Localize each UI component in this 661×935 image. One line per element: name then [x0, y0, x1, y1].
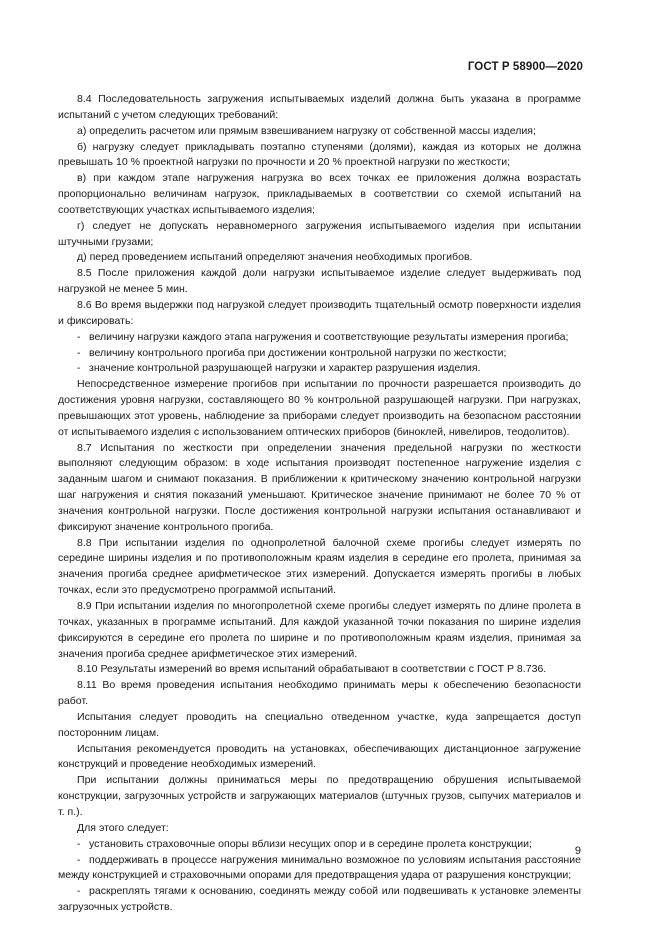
dash-marker: - [77, 837, 81, 850]
dash-item [58, 361, 581, 377]
paragraph-8-5: 8.5 После приложения каждой доли нагрузки испытываемое изделие следует выдерживать под нагрузкой не менее 5 мин. [58, 267, 581, 296]
list-item-a: а) определить расчетом или прямым взвешиванием нагрузку от собственной массы изделия; [77, 124, 536, 137]
paragraph-intro-list: Для этого следует: [77, 821, 169, 834]
dash-item [58, 884, 581, 916]
paragraph-8-10: 8.10 Результаты измерений во время испытаний обрабатывают в соответствии с ГОСТ Р 8.736. [77, 663, 547, 676]
paragraph-8-8: 8.8 При испытании изделия по однопролетной балочной схеме прогибы следует измерять по середине ширины изделия и по противоположным краям изделия в середине его пролета, принимая за значения прогиба среднее арифметическое этих измерений. Допускается измерять прогибы в любых точках, если это предусмотрено программой испытаний. [58, 536, 581, 597]
paragraph-8-4: 8.4 Последовательность загружения испытываемых изделий должна быть указана в программе испытаний с учетом следующих требований: [58, 93, 581, 121]
paragraph-8-9: 8.9 При испытании изделия по многопролетной схеме прогибы следует измерять по длине пролета в точках, указанных в программе испытаний. Для каждой указанной точки показания по ширине изделия фиксируются в середине его пролета по ширине и по противоположным краям изделия, принимая за значения прогиба среднее арифметическое этих измерений. [58, 600, 581, 660]
dash-item-text: значение контрольной разрушающей нагрузки и характер разрушения изделия. [89, 362, 481, 375]
standard-designation: ГОСТ Р 58900—2020 [467, 61, 583, 73]
body-text [58, 92, 581, 916]
dash-marker: - [77, 330, 81, 343]
dash-item [58, 330, 581, 346]
paragraph-remote-loading: Испытания рекомендуется проводить на установках, обеспечивающих дистанционное загружение конструкций и проведение необходимых измерений. [58, 742, 581, 771]
paragraph-deflection-measurement: Непосредственное измерение прогибов при испытании по прочности разрешается производить до достижения уровня нагрузки, составляющего 80 % контрольной разрушающей нагрузки. При нагрузках, превышающих этот уровень, наблюдение за приборами следует производить на безопасном расстоянии от испытываемого изделия с использованием оптических приборов (биноклей, нивелиров, теодолитов). [58, 378, 581, 438]
paragraph-8-11: 8.11 Во время проведения испытания необходимо принимать меры к обеспечению безопасности работ. [58, 679, 581, 708]
dash-item [58, 837, 581, 853]
dash-item-text: величину нагрузки каждого этапа нагружения и соответствующие результаты измерения прогиба; [89, 330, 569, 343]
list-item-d: д) перед проведением испытаний определяют значения необходимых прогибов. [77, 251, 473, 264]
paragraph-collapse-prevention: При испытании должны приниматься меры по предотвращению обрушения испытываемой конструкции, загрузочных устройств и загружающих материалов (штучных грузов, сыпучих материалов и т. п.). [58, 774, 581, 818]
paragraph-restricted-area: Испытания следует проводить на специально отведенном участке, куда запрещается доступ посторонним лицам. [58, 710, 581, 739]
dash-item [58, 853, 581, 885]
list-item-g: г) следует не допускать неравномерного загружения испытываемого изделия при испытании штучными грузами; [58, 219, 581, 248]
dash-marker: - [77, 885, 81, 898]
paragraph-8-6: 8.6 Во время выдержки под нагрузкой следует производить тщательный осмотр поверхности изделия и фиксировать: [58, 298, 581, 327]
dash-item-text: раскреплять тягами к основанию, соединять между собой или подвешивать к установке элементы загрузочных устройств. [58, 885, 581, 914]
list-item-v: в) при каждом этапе нагружения нагрузка во всех точках ее приложения должна возрастать пропорционально величинам нагрузок, прикладываемых в соответствии со схемой испытаний на соответствующих участках испытываемого изделия; [58, 172, 581, 216]
dash-item-text: поддерживать в процессе нагружения минимально возможное по условиям испытания расстояние между конструкцией и страховочными опорами для предотвращения удара от разрушения конструкции; [58, 853, 581, 882]
dash-marker: - [77, 346, 81, 359]
dash-marker: - [77, 362, 81, 375]
dash-item [58, 346, 581, 362]
dash-item-text: величину контрольного прогиба при достижении контрольной нагрузки по жесткости; [89, 346, 507, 359]
page-number: 9 [574, 845, 581, 857]
paragraph-8-7: 8.7 Испытания по жесткости при определении значения предельной нагрузки по жесткости выполняют следующим образом: в ходе испытания производят постепенное нагружение изделия с заданным шагом и снимают показания. В приближении к критическому значению контрольной нагрузки шаг нагружения и снятия показаний уменьшают. Критическое значение принимают не более 70 % от значения контрольной нагрузки. После достижения контрольной нагрузки испытания останавливают и фиксируют значение контрольного прогиба. [58, 441, 581, 533]
list-item-b: б) нагрузку следует прикладывать поэтапно ступенями (долями), каждая из которых не должна превышать 10 % проектной нагрузки по прочности и 20 % проектной нагрузки по жесткости; [58, 140, 581, 169]
dash-item-text: установить страховочные опоры вблизи несущих опор и в середине пролета конструкции; [89, 837, 532, 850]
dash-marker: - [77, 853, 81, 866]
